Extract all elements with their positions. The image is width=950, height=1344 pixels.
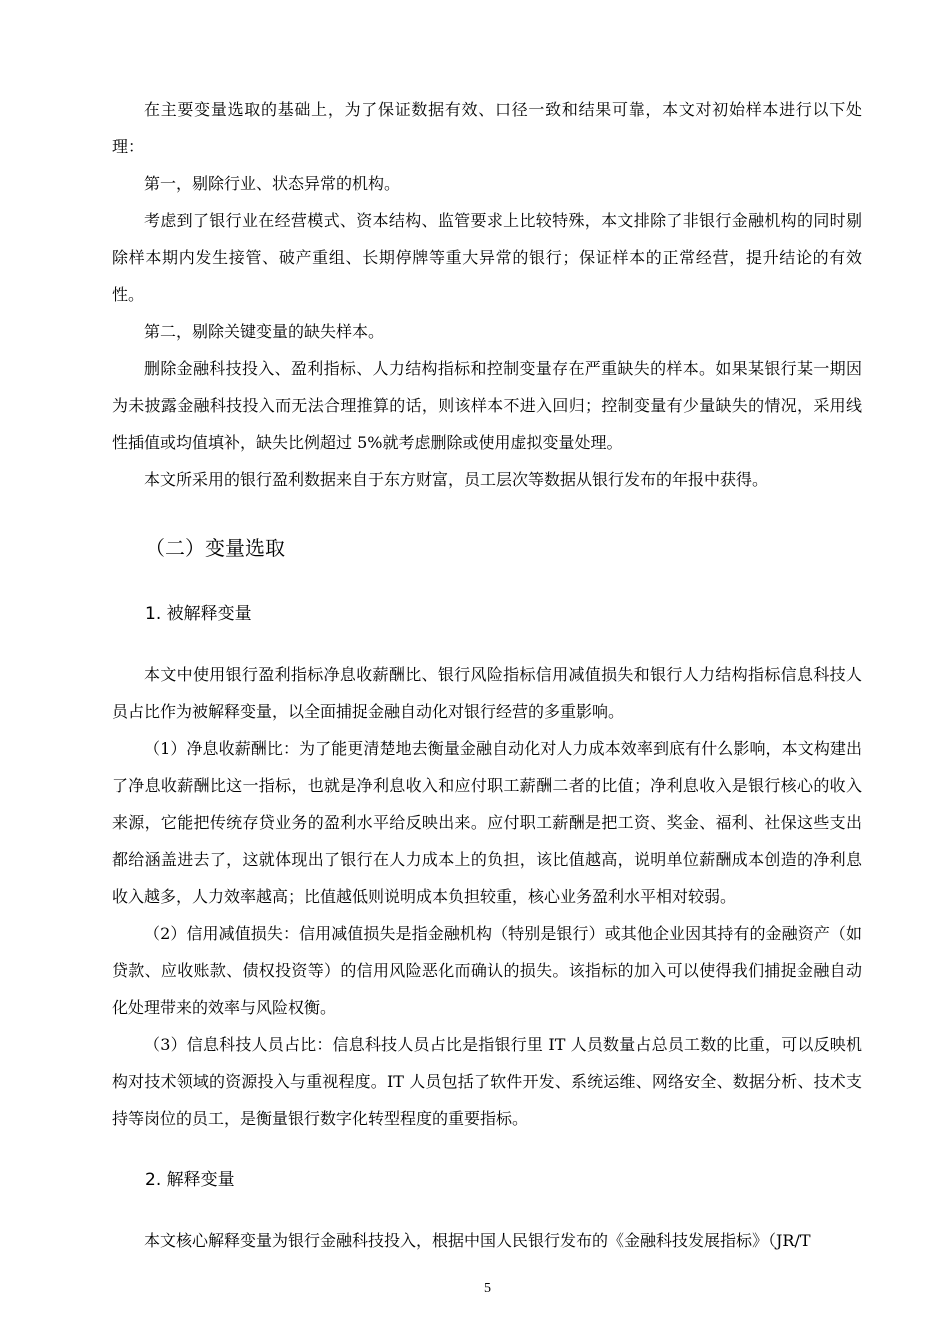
paragraph-sample-processing: 在主要变量选取的基础上，为了保证数据有效、口径一致和结果可靠，本文对初始样本进行以下处理： [112, 100, 862, 156]
paragraph-step-one: 第一，剔除行业、状态异常的机构。 [144, 174, 401, 193]
paragraph-explanatory-intro: 本文核心解释变量为银行金融科技投入，根据中国人民银行发布的《金融科技发展指标》（JR/T [144, 1231, 811, 1250]
paragraph-credit-impairment: （2）信用减值损失：信用减值损失是指金融机构（特别是银行）或其他企业因其持有的金融资产（如贷款、应收账款、债权投资等）的信用风险恶化而确认的损失。该指标的加入可以使得我们捕捉金融自动化处理带来的效率与风险权衡。 [112, 924, 862, 1017]
paragraph-step-one-detail: 考虑到了银行业在经营模式、资本结构、监管要求上比较特殊，本文排除了非银行金融机构的同时剔除样本期内发生接管、破产重组、长期停牌等重大异常的银行；保证样本的正常经营，提升结论的有效性。 [112, 211, 862, 304]
paragraph-net-interest-ratio: （1）净息收薪酬比：为了能更清楚地去衡量金融自动化对人力成本效率到底有什么影响，本文构建出了净息收薪酬比这一指标，也就是净利息收入和应付职工薪酬二者的比值；净利息收入是银行核心的收入来源，它能把传统存贷业务的盈利水平给反映出来。应付职工薪酬是把工资、奖金、福利、社保这些支出都给涵盖进去了，这就体现出了银行在人力成本上的负担，该比值越高，说明单位薪酬成本创造的净利息收入越多，人力效率越高；比值越低则说明成本负担较重，核心业务盈利水平相对较弱。 [112, 739, 862, 906]
paragraph-it-staff-ratio: （3）信息科技人员占比：信息科技人员占比是指银行里 IT 人员数量占总员工数的比重，可以反映机构对技术领域的资源投入与重视程度。IT 人员包括了软件开发、系统运维、网络安全、数据分析、技术支持等岗位的员工，是衡量银行数字化转型程度的重要指标。 [112, 1035, 862, 1128]
paragraph-step-two: 第二，剔除关键变量的缺失样本。 [144, 322, 385, 341]
section-heading: （二）变量选取 [145, 536, 285, 560]
paragraph-step-two-detail: 删除金融科技投入、盈利指标、人力结构指标和控制变量存在严重缺失的样本。如果某银行某一期因为未披露金融科技投入而无法合理推算的话，则该样本不进入回归；控制变量有少量缺失的情况，采用线性插值或均值填补，缺失比例超过 5%就考虑删除或使用虚拟变量处理。 [112, 359, 862, 452]
page-number: 5 [484, 1281, 491, 1296]
subsection-heading-explanatory: 2. 解释变量 [145, 1170, 235, 1190]
paragraph-data-source: 本文所采用的银行盈利数据来自于东方财富，员工层次等数据从银行发布的年报中获得。 [144, 470, 769, 489]
subsection-heading-dependent: 1. 被解释变量 [145, 604, 252, 624]
paragraph-dependent-intro: 本文中使用银行盈利指标净息收薪酬比、银行风险指标信用减值损失和银行人力结构指标信息科技人员占比作为被解释变量，以全面捕捉金融自动化对银行经营的多重影响。 [112, 665, 862, 721]
